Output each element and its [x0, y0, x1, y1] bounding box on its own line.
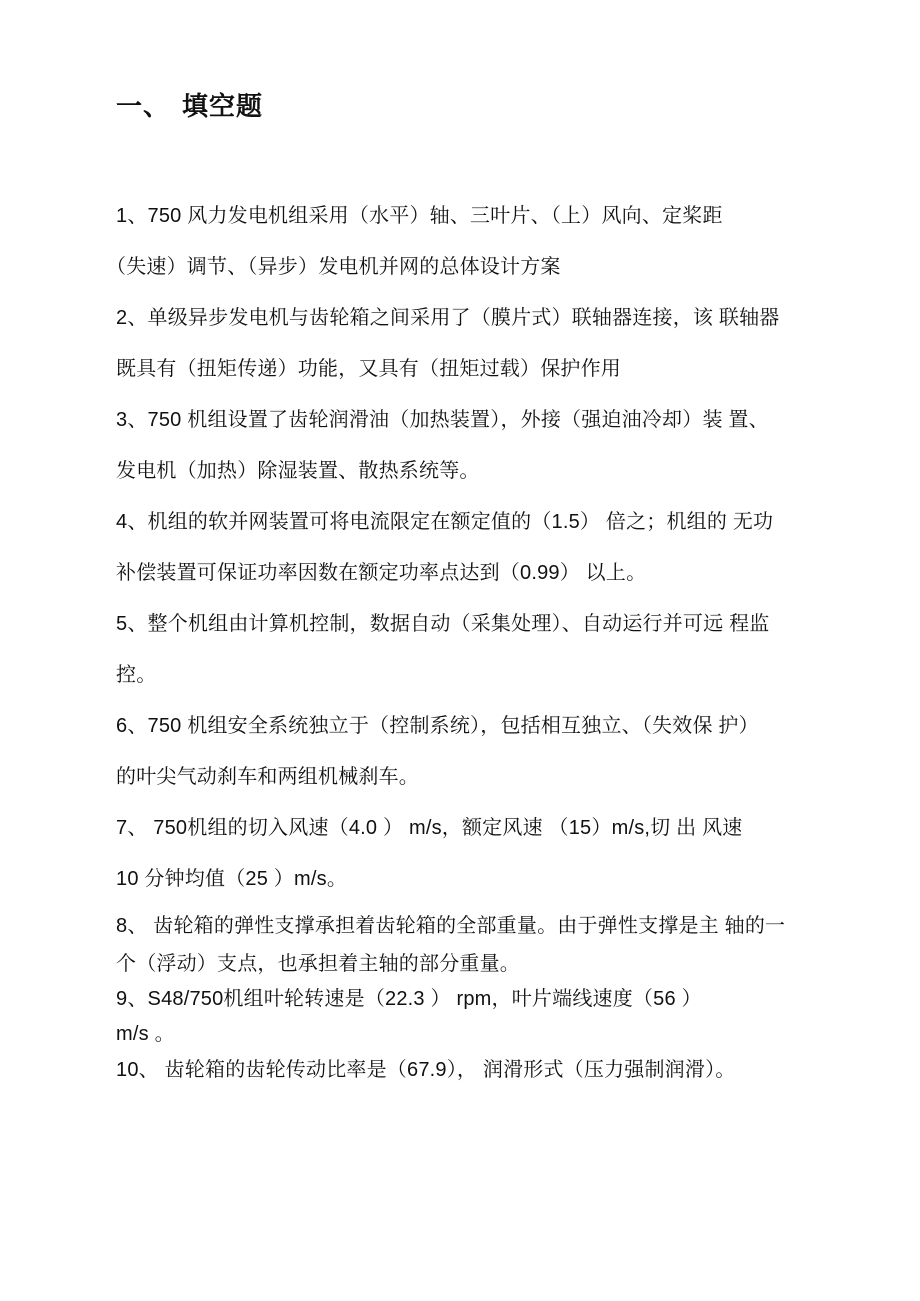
question-7-line-1: 7、 750机组的切入风速（4.0 ） m/s，额定风速 （15）m/s,切 出 风速	[116, 817, 743, 839]
question-5-line-2: 控。	[116, 664, 157, 686]
question-6-line-1: 6、750 机组安全系统独立于（控制系统），包括相互独立、（失效保 护）	[116, 715, 759, 737]
section-number: 一、	[116, 91, 171, 121]
question-1-line-2: （失速）调节、（异步）发电机并网的总体设计方案	[106, 256, 561, 278]
question-4-line-2: 补偿装置可保证功率因数在额定功率点达到（0.99） 以上。	[116, 562, 647, 584]
question-2-line-1: 2、单级异步发电机与齿轮箱之间采用了（膜片式）联轴器连接，该 联轴器	[116, 307, 780, 329]
question-3-line-1: 3、750 机组设置了齿轮润滑油（加热装置），外接（强迫油冷却）装 置、	[116, 409, 769, 431]
question-3-line-2: 发电机（加热）除湿装置、散热系统等。	[116, 460, 480, 482]
question-6-line-2: 的叶尖气动刹车和两组机械刹车。	[116, 766, 419, 788]
question-4-line-1: 4、机组的软并网装置可将电流限定在额定值的（1.5） 倍之；机组的 无功	[116, 511, 774, 533]
question-5-line-1: 5、整个机组由计算机控制，数据自动（采集处理）、自动运行并可远 程监	[116, 613, 770, 635]
question-2-line-2: 既具有（扭矩传递）功能，又具有（扭矩过载）保护作用	[116, 358, 621, 380]
section-title: 填空题	[182, 91, 264, 121]
question-1-line-1: 1、750 风力发电机组采用（水平）轴、三叶片、（上）风向、定桨距	[116, 205, 723, 227]
question-10-line-1: 10、 齿轮箱的齿轮传动比率是（67.9）， 润滑形式（压力强制润滑）。	[116, 1059, 736, 1081]
question-9-line-2: m/s 。	[116, 1023, 175, 1045]
question-7-line-2: 10 分钟均值（25 ）m/s。	[116, 868, 348, 890]
section-heading	[116, 86, 263, 123]
question-8-line-2: 个（浮动）支点，也承担着主轴的部分重量。	[116, 953, 520, 975]
question-8-line-1: 8、 齿轮箱的弹性支撑承担着齿轮箱的全部重量。由于弹性支撑是主 轴的一	[116, 915, 786, 937]
question-9-line-1: 9、S48/750机组叶轮转速是（22.3 ） rpm，叶片端线速度（56 ）	[116, 988, 702, 1010]
